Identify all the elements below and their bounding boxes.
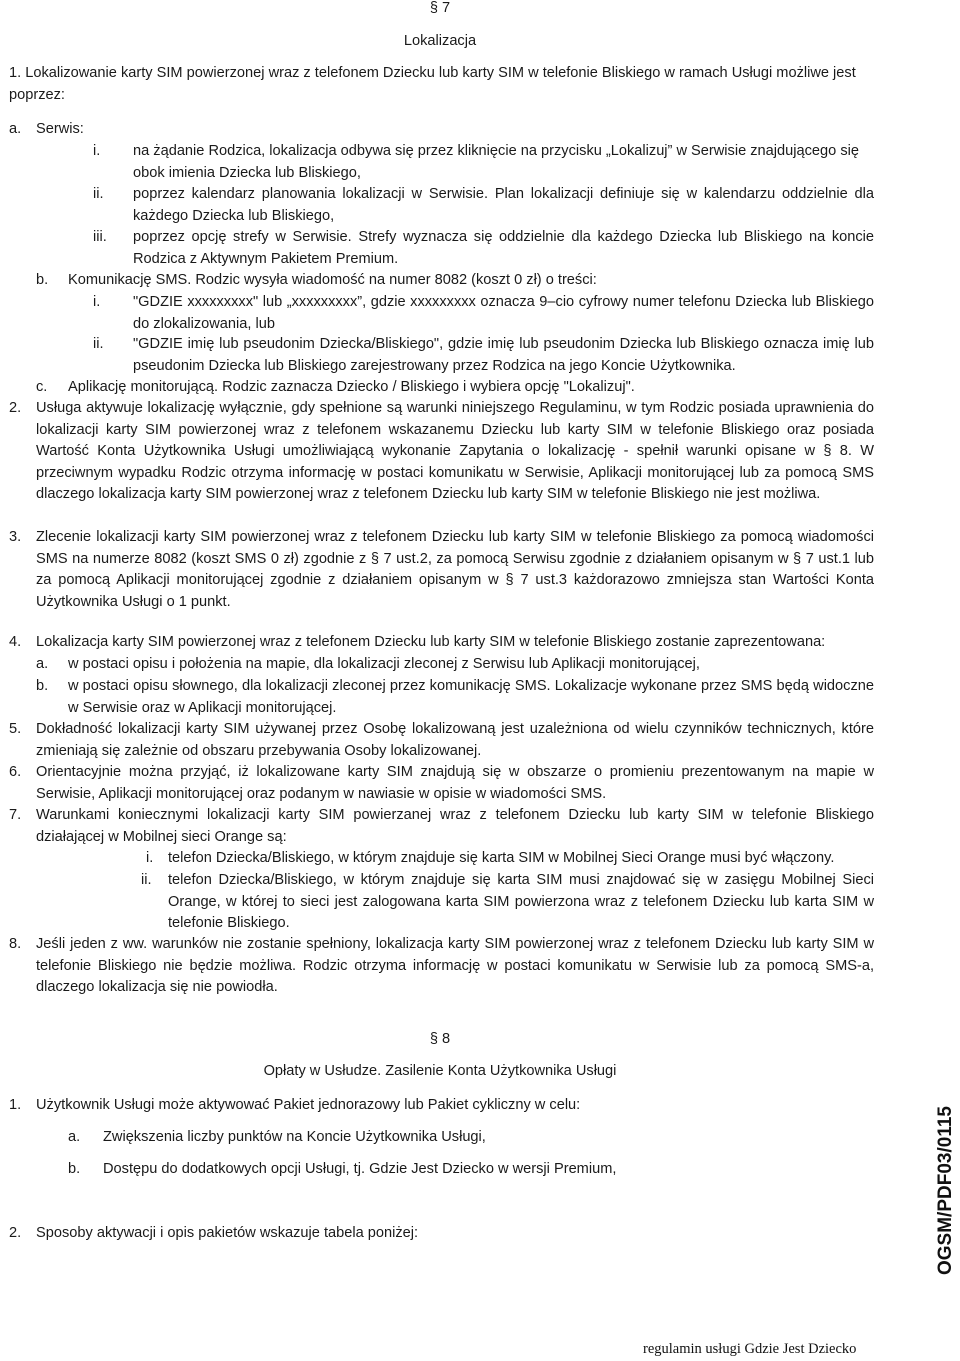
s7-p4b-label: b. xyxy=(36,678,49,694)
s7-1a-i-text: na żądanie Rodzica, lokalizacja odbywa się przez kliknięcie na przycisku „Lokalizuj” w Serwisie znajdującego się obok imienia Dziecka lub Bliskiego, xyxy=(133,143,859,181)
s7-p8-label: 8. xyxy=(9,936,22,952)
s7-1a-ii-text: poprzez kalendarz planowania lokalizacji w Serwisie. Plan lokalizacji definiuje się w kalendarzu oddzielnie dla każdego Dziecka lub Bliskiego, xyxy=(133,186,874,224)
s7-p4-text: Lokalizacja karty SIM powierzonej wraz z telefonem Dziecku lub karty SIM w telefonie Bliskiego zostanie zaprezentowana: xyxy=(36,634,826,650)
s7-p3-label: 3. xyxy=(9,529,22,545)
s8-p1b-label: b. xyxy=(68,1161,81,1177)
s7-p2-text: Usługa aktywuje lokalizację wyłącznie, gdy spełnione są warunki niniejszego Regulaminu, w tym Rodzic posiada uprawnienia do lokalizacji karty SIM powierzonej wraz z telefonem wskazanemu Dziecku lub karty SIM w telefonie Bliskiego oraz posiada Wartość Konta Użytkownika Usługi umożliwiającą wykonanie Zapytania o lokalizację - spełnił warunki opisane w § 8. W przeciwnym wypadku Rodzic otrzyma informację w postaci komunikatu w Serwisie, Aplikacji monitorującej lub za pomocą SMS dlaczego lokalizacja karty SIM powierzonej wraz z telefonem Dziecku lub karty SIM w telefonie Bliskiego nie jest możliwa. xyxy=(36,400,874,502)
s7-p7-text: Warunkami koniecznymi lokalizacji karty SIM powierzanej wraz z telefonem Dziecku lub karty SIM w telefonie Bliskiego działającej w Mobilnej sieci Orange są: xyxy=(36,807,874,845)
page-footer: regulamin usługi Gdzie Jest Dziecko xyxy=(643,1341,857,1357)
s7-1c-label: c. xyxy=(36,379,48,395)
s7-p6-label: 6. xyxy=(9,764,22,780)
s7-1a-text: Serwis: xyxy=(36,121,84,137)
s7-1a-iii-label: iii. xyxy=(93,229,107,245)
s7-1a-label: a. xyxy=(9,121,22,137)
document-code: OGSM/PDF03/0115 xyxy=(935,1106,956,1275)
s7-p4-label: 4. xyxy=(9,634,22,650)
s8-p1-text: Użytkownik Usługi może aktywować Pakiet jednorazowy lub Pakiet cykliczny w celu: xyxy=(36,1097,581,1113)
s8-p1b-text: Dostępu do dodatkowych opcji Usługi, tj. Gdzie Jest Dziecko w wersji Premium, xyxy=(103,1161,617,1177)
s7-1a-i-label: i. xyxy=(93,143,101,159)
s7-p7-label: 7. xyxy=(9,807,22,823)
s7-1c-text: Aplikację monitorującą. Rodzic zaznacza Dziecko / Bliskiego i wybiera opcję "Lokalizuj". xyxy=(68,379,635,395)
s7-paragraph-1: 1. Lokalizowanie karty SIM powierzonej wraz z telefonem Dziecku lub karty SIM w telefonie Bliskiego w ramach Usługi możliwe jest poprzez: xyxy=(9,65,856,103)
s7-p4b-text: w postaci opisu słownego, dla lokalizacji zleconej przez komunikację SMS. Lokalizacje wykonane przez SMS będą widoczne w Serwisie oraz w Aplikacji monitorującej. xyxy=(68,678,874,716)
s7-p7-ii-text: telefon Dziecka/Bliskiego, w którym znajduje się karta SIM musi znajdować się w zasięgu Mobilnej Sieci Orange, w której to sieci jest zalogowana karta SIM powierzona wraz z telefonem Dziecku lub karta SIM w telefonie Bliskiego. xyxy=(168,872,874,931)
s7-1b-ii-text: "GDZIE imię lub pseudonim Dziecka/Bliskiego", gdzie imię lub pseudonim Dziecka lub Bliskiego oznacza imię lub pseudonim Dziecka lub Bliskiego zarejestrowany przez Rodzica na jego Koncie Użytkownika. xyxy=(133,336,874,374)
s8-p1a-text: Zwiększenia liczby punktów na Koncie Użytkownika Usługi, xyxy=(103,1129,486,1145)
s8-p1a-label: a. xyxy=(68,1129,81,1145)
s7-1a-ii-label: ii. xyxy=(93,186,104,202)
s7-p3-text: Zlecenie lokalizacji karty SIM powierzonej wraz z telefonem Dziecku lub karty SIM w telefonie Bliskiego za pomocą wiadomości SMS na numerze 8082 (koszt SMS 0 zł) zgodnie z § 7 ust.2, za pomocą Serwisu zgodnie z działaniem opisanym w § 7 ust.1 lub za pomocą Aplikacji monitorującej zgodnie z działaniem opisanym w § 7 ust.3 każdorazowo zmniejsza stan Wartości Konta Użytkownika Usługi o 1 punkt. xyxy=(36,529,874,610)
section-7-number: § 7 xyxy=(429,0,451,16)
s7-1b-text: Komunikację SMS. Rodzic wysyła wiadomość na numer 8082 (koszt 0 zł) o treści: xyxy=(68,272,597,288)
s8-p1-label: 1. xyxy=(9,1097,22,1113)
s7-1b-ii-label: ii. xyxy=(93,336,104,352)
s7-p7-ii-label: ii. xyxy=(141,872,152,888)
s7-p4a-text: w postaci opisu i położenia na mapie, dla lokalizacji zleconej z Serwisu lub Aplikacji monitorującej, xyxy=(68,656,700,672)
s7-1b-i-label: i. xyxy=(93,294,101,310)
s7-p2-label: 2. xyxy=(9,400,22,416)
s7-p7-i-text: telefon Dziecka/Bliskiego, w którym znajduje się karta SIM w Mobilnej Sieci Orange musi być włączony. xyxy=(168,850,835,866)
s7-p5-text: Dokładność lokalizacji karty SIM używanej przez Osobę lokalizowaną jest uzależniona od wielu czynników technicznych, które zmieniają się zależnie od obszaru przebywania Osoby lokalizowanej. xyxy=(36,721,874,759)
s7-p5-label: 5. xyxy=(9,721,22,737)
section-8-number: § 8 xyxy=(429,1031,451,1047)
s7-1b-i-text: "GDZIE xxxxxxxxx" lub „xxxxxxxxx”, gdzie xxxxxxxxx oznacza 9–cio cyfrowy numer telefonu Dziecka lub Bliskiego do zlokalizowania, lub xyxy=(133,294,874,332)
s8-p2-text: Sposoby aktywacji i opis pakietów wskazuje tabela poniżej: xyxy=(36,1225,419,1241)
section-7-title: Lokalizacja xyxy=(403,33,477,49)
s7-1b-label: b. xyxy=(36,272,49,288)
s8-p2-label: 2. xyxy=(9,1225,22,1241)
section-8-title: Opłaty w Usłudze. Zasilenie Konta Użytkownika Usługi xyxy=(263,1063,617,1079)
s7-p7-i-label: i. xyxy=(146,850,154,866)
s7-p4a-label: a. xyxy=(36,656,49,672)
s7-p6-text: Orientacyjnie można przyjąć, iż lokalizowane karty SIM znajdują się w obszarze o promieniu prezentowanym na mapie w Serwisie, Aplikacji monitorującej oraz podanym w nawiasie w opisie w wiadomości SMS. xyxy=(36,764,874,802)
s7-1a-iii-text: poprzez opcję strefy w Serwisie. Strefy wyznacza się oddzielnie dla każdego Dziecka lub Bliskiego na koncie Rodzica z Aktywnym Pakietem Premium. xyxy=(133,229,874,267)
s7-p8-text: Jeśli jeden z ww. warunków nie zostanie spełniony, lokalizacja karty SIM powierzonej wraz z telefonem Dziecku lub karty SIM w telefonie Bliskiego nie będzie możliwa. Rodzic otrzyma informację w postaci komunikatu w Serwisie lub za pomocą SMS-a, dlaczego lokalizacja się nie powiodła. xyxy=(36,936,874,995)
